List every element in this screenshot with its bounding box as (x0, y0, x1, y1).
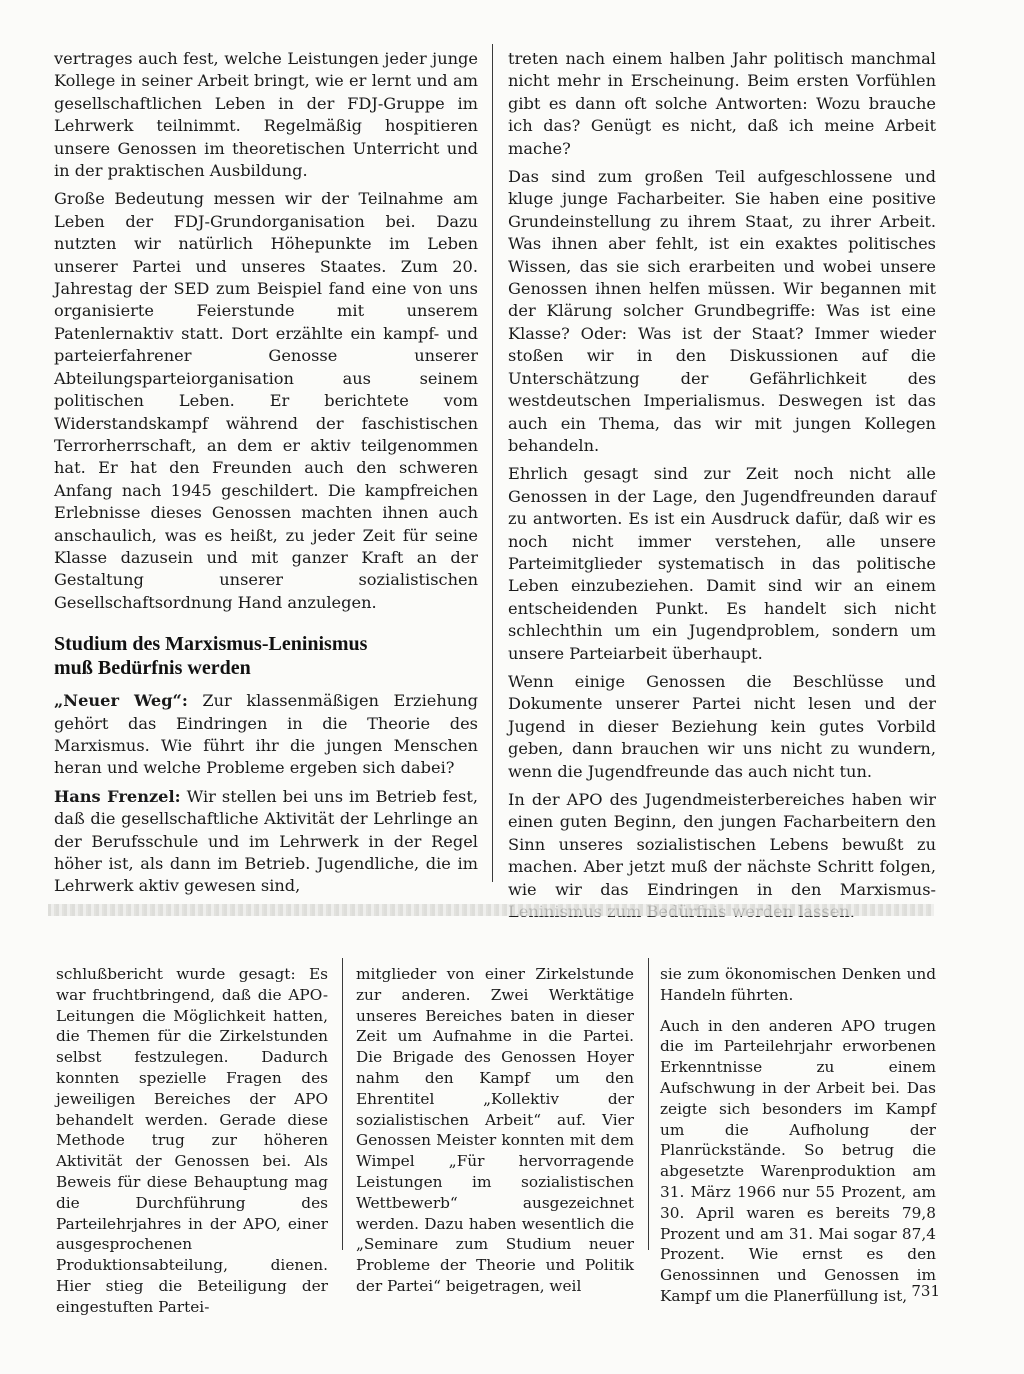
bottom-column-3 (660, 964, 936, 1317)
separator-band (48, 904, 934, 916)
column-divider (342, 958, 343, 1250)
section-heading (54, 632, 478, 680)
paragraph: vertrages auch fest, welche Leistungen jeder junge Kollege in seiner Arbeit bringt, wie er lernt und am gesellschaftlichen Leben in der FDJ-Gruppe im Lehrwerk teilnimmt. Regelmäßig hospitieren unsere Genossen im theoretischen Unterricht und in der praktischen Ausbildung. (54, 49, 478, 181)
answer-speaker: Hans Frenzel: (54, 786, 181, 806)
page-number: 731 (911, 1282, 940, 1300)
paragraph: Das sind zum großen Teil aufgeschlossene und kluge junge Facharbeiter. Sie haben eine positive Grundeinstellung zu ihrem Staat, zu ihrer Arbeit. Was ihnen aber fehlt, ist ein exaktes politisches Wissen, das sie sich erarbeiten und wobei unsere Genossen ihnen helfen müssen. Wir begannen mit der Klärung solcher Grundbegriffe: Was ist eine Klasse? Oder: Was ist der Staat? Immer wieder stoßen wir in den Diskussionen auf die Unterschätzung der Gefährlichkeit des westdeutschen Imperialismus. Deswegen ist das auch ein Thema, das wir mit jungen Kollegen behandeln. (508, 167, 936, 455)
paragraph: mitglieder von einer Zirkelstunde zur anderen. Zwei Werktätige unseres Bereiches baten in dieser Zeit um Aufnahme in die Partei. Die Brigade des Genossen Hoyer nahm den Kampf um den Ehrentitel „Kollektiv der sozialistischen Arbeit“ auf. Vier Genossen Meister konnten mit dem Wimpel „Für hervorragende Leistungen im sozialistischen Wettbewerb“ ausgezeichnet werden. Dazu haben wesentlich die „Seminare zum Studium neuer Probleme der Theorie und Politik der Partei“ beigetragen, weil (356, 965, 634, 1295)
top-left-column (54, 48, 478, 904)
column-divider (492, 44, 493, 882)
section-heading-line: Studium des Marxismus-Leninismus (54, 633, 368, 656)
question-speaker: „Neuer Weg“: (54, 691, 188, 711)
question-text: Zur klassenmäßigen Erziehung gehört das Eindringen in die Theorie des Marxismus. Wie führt ihr die jungen Menschen heran und welche Probleme ergeben sich dabei? (54, 691, 478, 778)
paragraph: sie zum ökonomischen Denken und Handeln führten. (660, 965, 936, 1004)
paragraph: Auch in den anderen APO trugen die im Parteilehrjahr erworbenen Erkenntnisse zu einem Aufschwung in der Arbeit bei. Das zeigte sich besonders im Kampf um die Aufholung der Planrückstände. So betrug die abgesetzte Warenproduktion am 31. März 1966 nur 55 Prozent, am 30. April waren es bereits 79,8 Prozent und am 31. Mai sogar 87,4 Prozent. Wie ernst es den Genossinnen und Genossen im Kampf um die Planerfüllung ist, (660, 1016, 936, 1305)
paragraph: treten nach einem halben Jahr politisch manchmal nicht mehr in Erscheinung. Beim ersten Vorfühlen gibt es dann oft solche Antworten: Wozu brauche ich das? Genügt es nicht, daß ich meine Arbeit mache? (508, 49, 936, 158)
paragraph: Ehrlich gesagt sind zur Zeit noch nicht alle Genossen in der Lage, den Jugendfreunden darauf zu antworten. Es ist ein Ausdruck dafür, daß wir es noch nicht immer verstehen, alle unsere Parteimitglieder systematisch in das politische Leben einzubeziehen. Damit sind wir an einem entscheidenden Punkt. Es handelt sich nicht schlechthin um ein Jugendproblem, sondern um unsere Parteiarbeit überhaupt. (508, 464, 936, 663)
interview-answer (54, 786, 478, 898)
section-heading-line: muß Bedürfnis werden (54, 657, 251, 680)
bottom-column-2 (356, 964, 634, 1307)
paragraph: schlußbericht wurde gesagt: Es war fruchtbringend, daß die APO-Leitungen die Möglichkeit hatten, die Themen für die Zirkelstunden selbst festzulegen. Dadurch konnten spezielle Fragen des jeweiligen Bereiches der APO behandelt werden. Gerade diese Methode trug zur höheren Aktivität der Genossen bei. Als Beweis für diese Behauptung mag die Durchführung des Parteilehrjahres in der APO, einer ausgesprochenen Produktionsabteilung, dienen. Hier stieg die Beteiligung der eingestuften Partei- (56, 965, 328, 1316)
answer-text: Wir stellen bei uns im Betrieb fest, daß die gesellschaftliche Aktivität der Lehrlinge an der Berufsschule und im Lehrwerk in der Regel höher ist, als dann im Betrieb. Jugendliche, die im Lehrwerk aktiv gewesen sind, (54, 786, 478, 896)
paragraph: In der APO des Jugendmeisterbereiches haben wir einen guten Beginn, den jungen Facharbeitern den Sinn unseres sozialistischen Lebens bewußt zu machen. Aber jetzt muß der nächste Schritt folgen, wie wir das Eindringen in den Marxismus- (508, 790, 936, 899)
paragraph: Wenn einige Genossen die Beschlüsse und Dokumente unserer Partei nicht lesen und der Jugend in dieser Beziehung kein gutes Vorbild geben, dann brauchen wir uns nicht zu wundern, wenn die Jugendfreunde das auch nicht tun. (508, 671, 936, 781)
bottom-column-1 (56, 964, 328, 1328)
interview-question (54, 690, 478, 780)
paragraph: Große Bedeutung messen wir der Teilnahme am Leben der FDJ-Grundorganisation bei. Dazu nutzten wir natürlich Höhepunkte im Leben unserer Partei und unseres Staates. Zum 20. Jahrestag der SED zum Beispiel fand eine von uns organisierte Feierstunde mit unserem Patenlernaktiv statt. Dort erzählte ein kampf- und parteierfahrener Genosse unserer Abteilungsparteiorganisation aus seinem politischen Leben. Er berichtete vom Widerstandskampf während der faschistischen Terrorherrschaft, an dem er aktiv teilgenommen hat. Er hat den Freunden auch den schweren Anfang nach 1945 geschildert. Die kampfreichen Erlebnisse dieses Genossen machten ihnen auch anschaulich, was es heißt, zu jeder Zeit für seine Klasse dazusein und mit ganzer Kraft an der Gestaltung unserer sozialistischen Gesellschaftsordnung Hand anzulegen. (54, 189, 478, 612)
column-divider (648, 958, 649, 1250)
top-right-column (508, 48, 936, 929)
